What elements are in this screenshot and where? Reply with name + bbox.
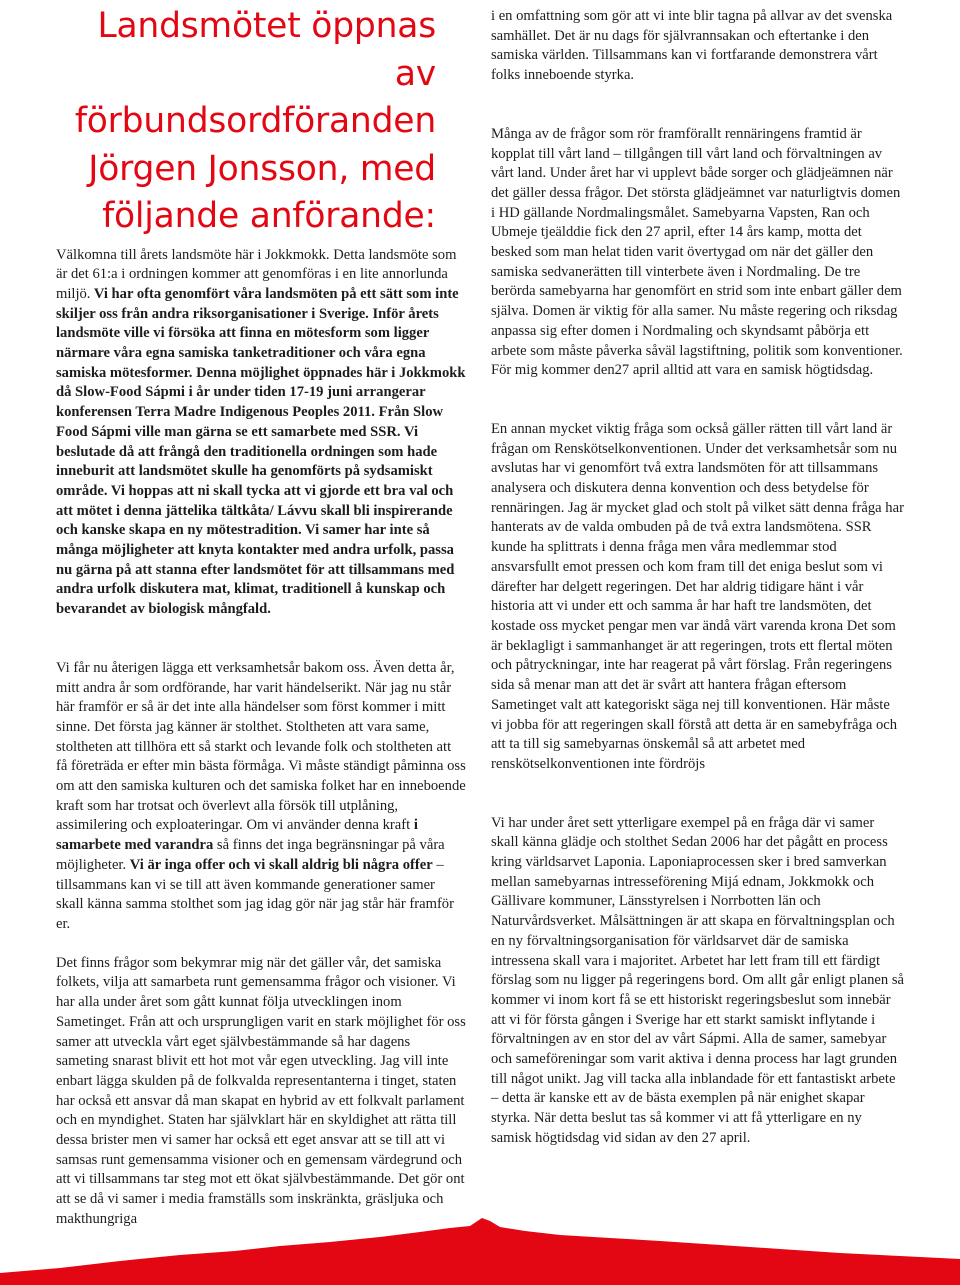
p2-text-e: – tillsammans kan vi se till att även kommande generationer samer skall känna samma stolthet som jag idag gör när jag står här framför er. [56,856,454,932]
right-column [491,0,904,1149]
lead-intro: Välkomna till årets landsmöte här i Jokkmokk. Detta landsmöte som är det 61:a i ordningen kommer att genomföras i en lite annorlunda miljö. [56,246,457,302]
mountain-shape [0,1218,960,1285]
paragraph-renskotselkonventionen: En annan mycket viktig fråga som också gäller rätten till vårt land är frågan om Renskötselkonventionen. Under det verksamhetsår som nu avslutas har vi genomfört två extra landsmöten för att tillsammans analysera och diskutera denna konvention och dess betydelse för rennäringen. Jag är mycket glad och stolt på vilket sätt denna fråga har hanterats av de valda ombuden på de två extra landsmötena. SSR kunde ha splittrats i denna fråga men våra medlemmar stod ansvarsfullt emot pressen och kom fram till det eniga beslut som vi därefter har delgett regeringen. Det har aldrig tidigare hänt i vår historia att vi under ett och samma år har haft tre landsmöten, det kostade oss mycket pengar men var ändå värt varenda krona Det som är beklagligt i sammanhanget är att regeringen, trots ett flertal möten och påtryckningar, inte har reagerat på vårt förslag. Från regeringens sida så menar man att det är svårt att hantera frågan eftersom Sametinget valt att kategoriskt säga nej till konventionen. Här måste vi jobba för att regeringen skall förstå att detta är en samebyfråga och att ta till sig samebyarnas önskemål så att arbetet med renskötselkonventionen inte fördröjs [491,420,904,772]
paragraph-nordmaling: Många av de frågor som rör framförallt rennäringens framtid är kopplat till vårt land – tillgången till vårt land och förvaltningen av vårt land. Under året har vi upplevt både sorger och glädjeämnen när det gäller dessa frågor. Det största glädjeämnet var naturligtvis domen i HD gällande Nordmalingsmålet. Samebyarna Vapsten, Ran och Ubmeje tjeälddie fick den 27 april, efter 14 års kamp, motta det besked som man helat tiden varit övertygad om när det gäller den samiska sedvanerätten till vinterbete även i Nordmaling. De tre berörda samebyarna har genomfört en strid som inte enbart gäller dem själva. Domen är viktig för alla samer. Nu måste regering och riksdag anpassa sig efter domen i Nordmaling och skyndsamt påbörja ett arbete som måste påverka såväl lagstiftning, politik som konventioner. För mig kommer den27 april alltid att vara en samisk högtidsdag. [491,125,903,379]
lead-bold: Vi har ofta genomfört våra landsmöten på ett sätt som inte skiljer oss från andra riksorganisationer i Sverige. Inför årets landsmöte ville vi försöka att finna en mötesform som ligger närmare våra egna samiska tanketraditioner och våra egna samiska mötesformer. Denna möjlighet öppnades här i Jokkmokk då Slow-Food Sápmi i år under tiden 17-19 juni arrangerar konferensen Terra Madre Indigenous Peoples 2011. Från Slow Food Sápmi ville man gärna se ett samarbete med SSR. Vi beslutade då att frångå den traditionella ordningen som hade inneburit att landsmötet skulle ha genomförts på sydsamiskt område. Vi hoppas att ni skall tycka att vi gjorde ett bra val och att mötet i denna jättelika tältkåta/ Lávvu skall bli inspirerande och kanske skapa en ny mötestradition. Vi samer har inte så många möjligheter att knyta kontakter med andra urfolk, passa nu gärna på att stanna efter landsmötet för att tillsammans med andra urfolk diskutera mat, klimat, traditionell å kunskap och bevarandet av biologisk mångfald. [56,285,466,618]
paragraph-sametinget: Det finns frågor som bekymrar mig när det gäller vår, det samiska folkets, vilja att samarbeta runt gemensamma frågor och visioner. Vi har alla under året som gått kunnat följa utvecklingen inom Sametinget. Från att och ursprungligen varit en stark möjlighet för oss samer att utveckla vårt eget självbestämmande så har dagens sameting snarast blivit ett hot mot vår egen utveckling. Jag vill inte enbart lägga skulden på de folkvalda representanterna i tinget, staten har också ett ansvar då man skapat en hybrid av ett folkvalt parlament och en myndighet. Staten har självklart här en skyldighet att rätta till dessa brister men vi samer har också ett eget ansvar att se till att vi samsas runt gemensamma visioner och en gemensam värdegrund och att vi tillsammans tar steg mot ett ökat självbestämmande. Det gör ont att se då vi samer i media framställs som inskränkta, gräsljuka och makthungriga [56,954,466,1227]
paragraph-laponia: Vi har under året sett ytterligare exempel på en fråga där vi samer skall känna glädje och stolthet Sedan 2006 har det pågått en process kring världsarvet Laponia. Laponiaprocessen sker i bred samverkan mellan samebyarnas intresseförening Mijá ednam, Jokkmokk och Gällivare kommuner, Länsstyrelsen i Norrbotten län och Naturvårdsverket. Målsättningen är att skapa en förvaltningsplan och en ny förvaltningsorganisation för världsarvet där de samiska intressena skall vara i majoritet. Arbetet har lett fram till ett färdigt förslag som nu ligger på regeringens bord. Om allt går enligt planen så kommer vi inom kort få se ett historiskt regeringsbeslut som innebär att vi för första gången i Sverige har ett starkt samiskt inflytande i förvaltningen av en stor del av vårt Sápmi. Alla de samer, samebyar och sameföreningar som varit aktiva i denna process har lagt grunden till något unikt. Jag vill tacka alla inblandade för ett fantastiskt arbete – detta är kanske ett av de bästa exemplen på när enighet skapar styrka. När detta beslut tas så kommer vi att få ytterligare en ny samisk högtidsdag vid sidan av den 27 april. [491,814,904,1146]
p2-bold-samarbete: i samarbete med varandra [56,817,418,854]
p2-text-c: så finns det inga begränsningar på våra möjligheter. [56,837,445,873]
paragraph-continuation: i en omfattning som gör att vi inte blir tagna på allvar av det svenska samhället. Det är nu dags för självrannsakan och eftertanke i den samiska världen. Tillsammans kan vi fortfarande demonstrera vårt folks inneboende styrka. [491,8,893,84]
mountain-silhouette-decoration [0,1215,960,1285]
p2-text-a: Vi får nu återigen lägga ett verksamhetsår bakom oss. Även detta år, mitt andra år som ordförande, har varit händelserikt. När jag nu står här framför er så är det inte alla händelser som först kommer i mitt sinne. Det första jag känner är stolthet. Stoltheten att vara same, stoltheten att tillhöra ett så starkt och levande folk och stoltheten att få företräda er efter min bästa förmåga. Vi måste ständigt påminna oss om att den samiska kulturen och det samiska folket har en inneboende kraft som har trotsat och överlevt alla försök till utplåning, assimilering och exploateringar. Om vi använder denna kraft [56,659,466,834]
paragraph-verksamhetsar [56,659,466,935]
left-column [56,0,466,1230]
article-headline: Landsmötet öppnas av förbundsordföranden Jörgen Jonsson, med följande anförande: [74,6,436,236]
lead-paragraph [56,246,466,620]
p2-bold-offer: Vi är inga offer och vi skall aldrig bli några offer [129,856,433,873]
